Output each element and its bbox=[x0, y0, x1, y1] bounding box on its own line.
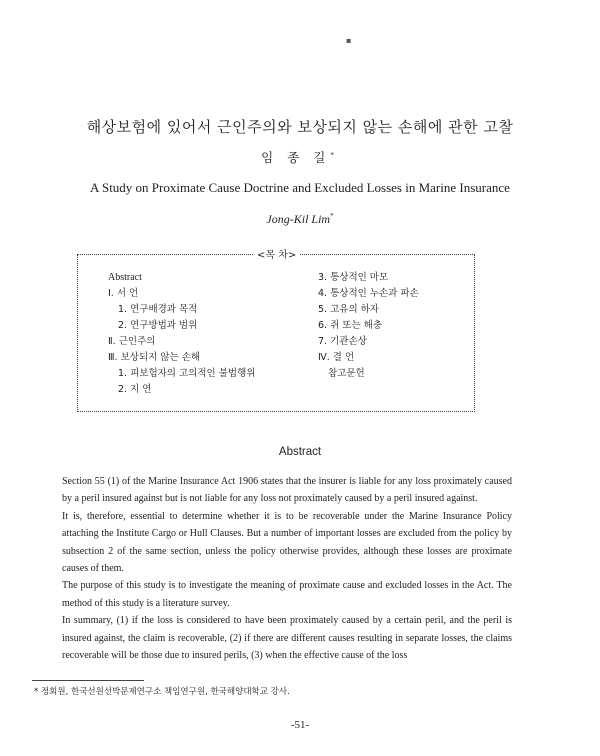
abstract-paragraph: In summary, (1) if the loss is considered to have been proximately caused by a certain peril, and the peril is insured against, the claim is recoverable, (2) if there are different causes resulting in separate losses, the claims recoverable will be those due to insured perils, (3) when the effective cause of the loss bbox=[62, 615, 512, 662]
author-english bbox=[0, 212, 600, 227]
toc-item: 2. 지 연 bbox=[118, 384, 152, 395]
author-english-name: Jong-Kil Lim bbox=[266, 212, 331, 226]
abstract-paragraph: The purpose of this study is to investigate the meaning of proximate cause and excluded losses in the Act. The method of this study is a literature survey. bbox=[62, 580, 512, 609]
abstract-body bbox=[62, 473, 512, 664]
toc-item: Ⅳ. 결 언 bbox=[318, 352, 355, 363]
author-english-footnote-mark: * bbox=[330, 212, 334, 220]
toc-item: 1. 연구배경과 목적 bbox=[118, 304, 198, 315]
toc-item: Ⅲ. 보상되지 않는 손해 bbox=[108, 352, 201, 363]
scan-mark: ▪ bbox=[346, 36, 352, 45]
footnote-divider bbox=[32, 680, 144, 681]
toc-left-column bbox=[108, 270, 255, 398]
toc-item: 6. 쥐 또는 해충 bbox=[318, 320, 383, 331]
table-of-contents-heading: <목 차> bbox=[253, 246, 300, 261]
author-korean-name: 임 종 길 bbox=[261, 150, 331, 165]
toc-item: 5. 고유의 하자 bbox=[318, 304, 379, 315]
author-korean-footnote-mark: * bbox=[330, 150, 339, 159]
title-korean: 해상보험에 있어서 근인주의와 보상되지 않는 손해에 관한 고찰 bbox=[86, 118, 514, 136]
toc-item: 3. 통상적인 마모 bbox=[318, 272, 389, 283]
toc-item: 1. 피보험자의 고의적인 불법행위 bbox=[118, 368, 256, 379]
toc-item: Ⅱ. 근인주의 bbox=[108, 336, 156, 347]
author-korean bbox=[0, 148, 600, 166]
abstract-heading: Abstract bbox=[278, 446, 322, 458]
toc-item: 7. 기관손상 bbox=[318, 336, 367, 347]
toc-item: 참고문헌 bbox=[328, 368, 365, 379]
page-number: -51- bbox=[290, 719, 310, 731]
toc-item: 2. 연구방법과 범위 bbox=[118, 320, 198, 331]
author-footnote: * 정회원, 한국선원선박문제연구소 책임연구원, 한국해양대학교 강사. bbox=[34, 687, 290, 697]
toc-item: Abstract bbox=[108, 272, 142, 283]
toc-item: 4. 통상적인 누손과 파손 bbox=[318, 288, 419, 299]
abstract-paragraph: It is, therefore, essential to determine whether it is to be recoverable under the Marine Insurance Policy attaching the Institute Cargo or Hull Clauses. But a number of important losses are excluded from the policy by subsection 2 of the same section, unless the policy otherwise provides, although these losses are proximate causes of them. bbox=[62, 510, 512, 575]
title-english: A Study on Proximate Cause Doctrine and Excluded Losses in Marine Insurance bbox=[90, 180, 510, 195]
abstract-paragraph: Section 55 (1) of the Marine Insurance Act 1906 states that the insurer is liable for any loss proximately caused by a peril insured against but is not liable for any loss not proximately caused by a peril insured against. bbox=[62, 476, 512, 505]
toc-item: Ⅰ. 서 언 bbox=[108, 288, 139, 299]
toc-right-column bbox=[318, 270, 419, 382]
